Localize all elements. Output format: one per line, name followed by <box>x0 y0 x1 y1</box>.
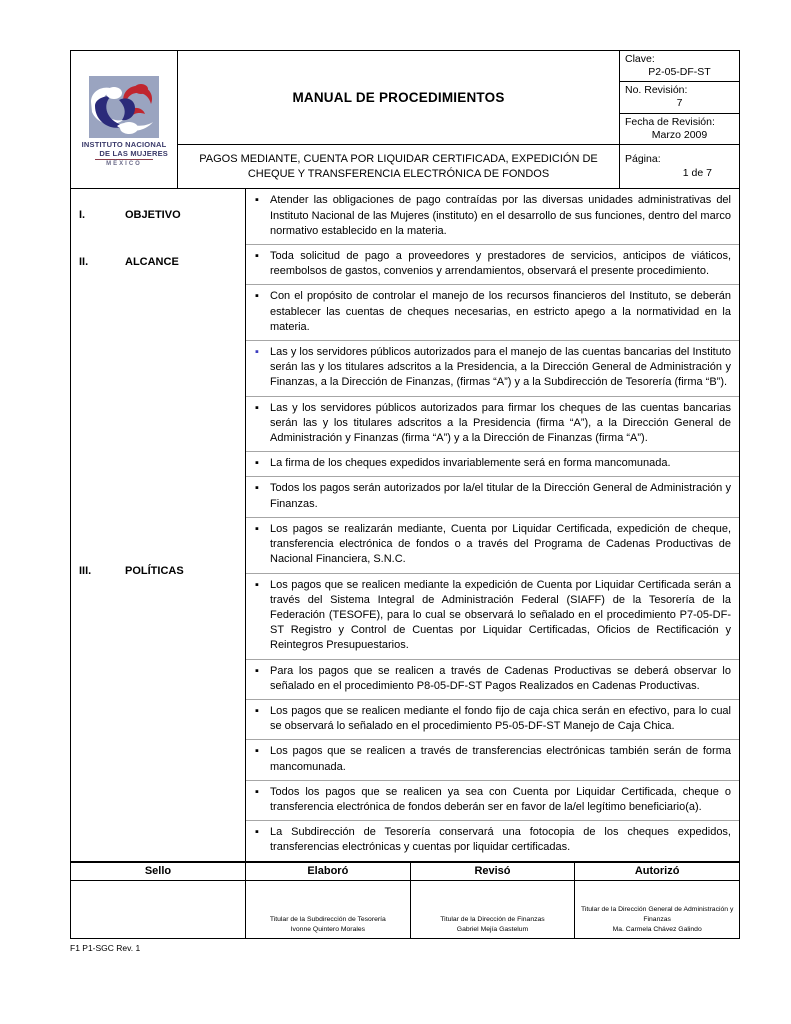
signature-credentials <box>575 905 739 935</box>
bullet-text: Atender las obligaciones de pago contraídas por las diversas unidades administrativas del Instituto Nacional de las Mujeres (instituto) en el desarrollo de sus funciones, dentro del marco normativo establecido en la materia. <box>270 194 731 237</box>
bullet-text: Para los pagos que se realicen a través de Cadenas Productivas se deberá observar lo señalado en el procedimiento P8-05-DF-ST Pagos Realizados en Cadenas Productivas. <box>270 664 731 692</box>
signature-cell[interactable] <box>246 880 411 938</box>
section-content-column <box>246 189 739 860</box>
bullet-text: Las y los servidores públicos autorizados para firmar los cheques de las cuentas bancarias serán las y los titulares adscritos a la Presidencia (firma “A”), a la Dirección General de Administración y Finanzas (firma “A”) y a la Dirección de Finanzas (firma “A”). <box>270 401 731 445</box>
signature-role: Titular de la Dirección de Finanzas <box>440 915 545 923</box>
section-number: III. <box>79 564 92 577</box>
document-title-cell <box>178 51 620 145</box>
document-subtitle-cell <box>178 144 620 189</box>
meta-fecha-label: Fecha de Revisión: <box>625 115 715 128</box>
section-name: OBJETIVO <box>125 208 181 221</box>
bullet-item <box>246 699 739 739</box>
signature-table <box>70 862 740 939</box>
signature-credentials <box>246 915 410 935</box>
bullet-item <box>246 517 739 573</box>
meta-clave <box>625 53 734 79</box>
bullet-marker-icon: ▪ <box>255 826 259 839</box>
bullet-text: Las y los servidores públicos autorizados para el manejo de las cuentas bancarias del Instituto serán las y los titulares adscritos a la Presidencia, a la Dirección General de Administración y Finanzas, a la Dirección de Finanzas, (firmas “A”) y a la Subdirección de Tesorería (firma “B”). <box>270 346 731 389</box>
bullet-text: La Subdirección de Tesorería conservará una fotocopia de los cheques expedidos, transferencias electrónicas y cuentas por liquidar certificadas. <box>270 826 731 854</box>
signature-role: Titular de la Dirección General de Administración y Finanzas <box>580 906 734 923</box>
section-label-objetivo <box>71 189 245 244</box>
document-header-table <box>70 50 740 189</box>
bullet-marker-icon: ▪ <box>255 401 259 414</box>
bullet-item <box>246 820 739 860</box>
bullet-marker-icon: ▪ <box>255 704 259 717</box>
meta-fecha-value: Marzo 2009 <box>651 128 708 141</box>
bullet-text: Los pagos que se realicen mediante la expedición de Cuenta por Liquidar Certificada serán a través del Sistema Integral de Administración Federal (SIAFF) de la Tesorería de la Federación (TESOFE), para lo cual se observará lo señalado en el procedimiento P7-05-DF-ST Registro y Control de Cuentas por Liquidar Certificadas, Oficios de Rectificación y Reintegros Presupuestarios. <box>270 578 731 652</box>
bullet-item <box>246 244 739 284</box>
section-number: I. <box>79 208 86 221</box>
meta-revision <box>620 81 739 110</box>
signature-cell[interactable] <box>575 880 740 938</box>
bullet-text: Todos los pagos que se realicen ya sea con Cuenta por Liquidar Certificada, cheque o transferencia electrónica de fondos deberán ser en favor de la/el legítimo beneficiario(a). <box>270 785 731 813</box>
logo-cell <box>71 51 178 189</box>
signature-cell[interactable] <box>71 880 246 938</box>
document-body <box>70 189 740 861</box>
bullet-item <box>246 284 739 340</box>
bullet-text: La firma de los cheques expedidos invariablemente será en forma mancomunada. <box>270 457 671 470</box>
bullet-item <box>246 659 739 699</box>
signature-credentials <box>411 915 575 935</box>
header-meta-cell <box>620 51 740 145</box>
meta-pagina-cell <box>620 144 740 189</box>
bullet-text: Los pagos que se realicen a través de transferencias electrónicas también serán de forma mancomunada. <box>270 745 731 773</box>
section-label-column <box>71 189 246 860</box>
document-page <box>70 50 740 953</box>
bullet-marker-icon: ▪ <box>255 745 259 758</box>
signature-header-revisó: Revisó <box>410 862 575 880</box>
bullet-item <box>246 340 739 396</box>
meta-pagina-value: 1 de 7 <box>682 166 712 179</box>
signature-name: Gabriel Mejía Gastelum <box>456 925 529 933</box>
meta-clave-value: P2-05-DF-ST <box>648 66 711 79</box>
bullet-marker-icon: ▪ <box>255 522 259 535</box>
signature-header-row <box>71 862 740 880</box>
bullet-item <box>246 739 739 779</box>
section-number: II. <box>79 256 89 269</box>
bullet-item <box>246 189 739 244</box>
section-bullets <box>246 189 739 244</box>
meta-revision-label: No. Revisión: <box>625 84 688 97</box>
signature-header-autorizó: Autorizó <box>575 862 740 880</box>
document-subtitle: PAGOS MEDIANTE, CUENTA POR LIQUIDAR CERTIFICADA, EXPEDICIÓN DE CHEQUE Y TRANSFERENCIA ELECTRÓNICA DE FONDOS <box>199 152 598 180</box>
meta-clave-label: Clave: <box>625 53 655 65</box>
signature-role: Titular de la Subdirección de Tesorería <box>269 915 386 923</box>
meta-revision-value: 7 <box>676 97 683 110</box>
signature-cell[interactable] <box>410 880 575 938</box>
bullet-marker-icon: ▪ <box>255 785 259 798</box>
institute-logo <box>74 76 174 167</box>
signature-header-elaboró: Elaboró <box>246 862 411 880</box>
signature-name: Ma. Carmela Chávez Galindo <box>612 925 702 933</box>
logo-country: MÉXICO <box>106 161 142 168</box>
bullet-text: Con el propósito de controlar el manejo de los recursos financieros del Instituto, se deberán establecer las cuentas de cheques necesarias, en estricto apego a la normatividad en la materia. <box>270 290 731 333</box>
section-label-alcance <box>71 244 245 284</box>
bullet-marker-icon: ▪ <box>255 457 259 470</box>
bullet-item <box>246 451 739 476</box>
bullet-text: Todos los pagos serán autorizados por la/el titular de la Dirección General de Administración y Finanzas. <box>270 482 731 510</box>
page-title: MANUAL DE PROCEDIMIENTOS <box>292 89 505 105</box>
section-bullets <box>246 284 739 860</box>
signature-name: Ivonne Quintero Morales <box>290 925 366 933</box>
bullet-text: Los pagos que se realicen mediante el fondo fijo de caja chica serán en efectivo, para lo cual se observará lo señalado en el procedimiento P5-05-DF-ST Manejo de Caja Chica. <box>270 704 731 733</box>
logo-org-line1: INSTITUTO NACIONAL <box>81 140 167 150</box>
bullet-marker-icon: ▪ <box>255 194 259 207</box>
bullet-item <box>246 573 739 659</box>
bullet-item <box>246 780 739 820</box>
signature-header-sello: Sello <box>71 862 246 880</box>
bullet-marker-icon: ▪ <box>255 290 259 303</box>
meta-pagina-label: Página: <box>625 153 661 166</box>
form-code: F1 P1-SGC Rev. 1 <box>70 942 141 953</box>
signature-body-row <box>71 880 740 938</box>
section-name: ALCANCE <box>125 256 179 269</box>
bullet-item <box>246 396 739 452</box>
bullet-marker-icon: ▪ <box>255 346 259 359</box>
meta-fecha <box>620 113 739 142</box>
section-label-políticas <box>71 284 245 860</box>
logo-figures-icon <box>89 76 159 138</box>
bullet-marker-icon: ▪ <box>255 664 259 677</box>
bullet-marker-icon: ▪ <box>255 250 259 263</box>
bullet-marker-icon: ▪ <box>255 482 259 495</box>
bullet-text: Los pagos se realizarán mediante, Cuenta por Liquidar Certificada, expedición de cheque, transferencia electrónica de fondos o a través del Programa de Cadenas Productivas de Nacional Financiera, S.N.C. <box>270 522 731 566</box>
bullet-marker-icon: ▪ <box>255 578 259 591</box>
bullet-text: Toda solicitud de pago a proveedores y prestadores de servicios, anticipos de viáticos, reembolsos de gastos, convenios y arrendamientos, observará el presente procedimiento. <box>270 250 731 278</box>
logo-org-name <box>74 140 174 158</box>
section-bullets <box>246 244 739 284</box>
bullet-item <box>246 476 739 516</box>
section-name: POLÍTICAS <box>125 564 184 577</box>
logo-emblem-icon <box>89 76 159 138</box>
logo-org-line2: DE LAS MUJERES <box>99 148 168 158</box>
